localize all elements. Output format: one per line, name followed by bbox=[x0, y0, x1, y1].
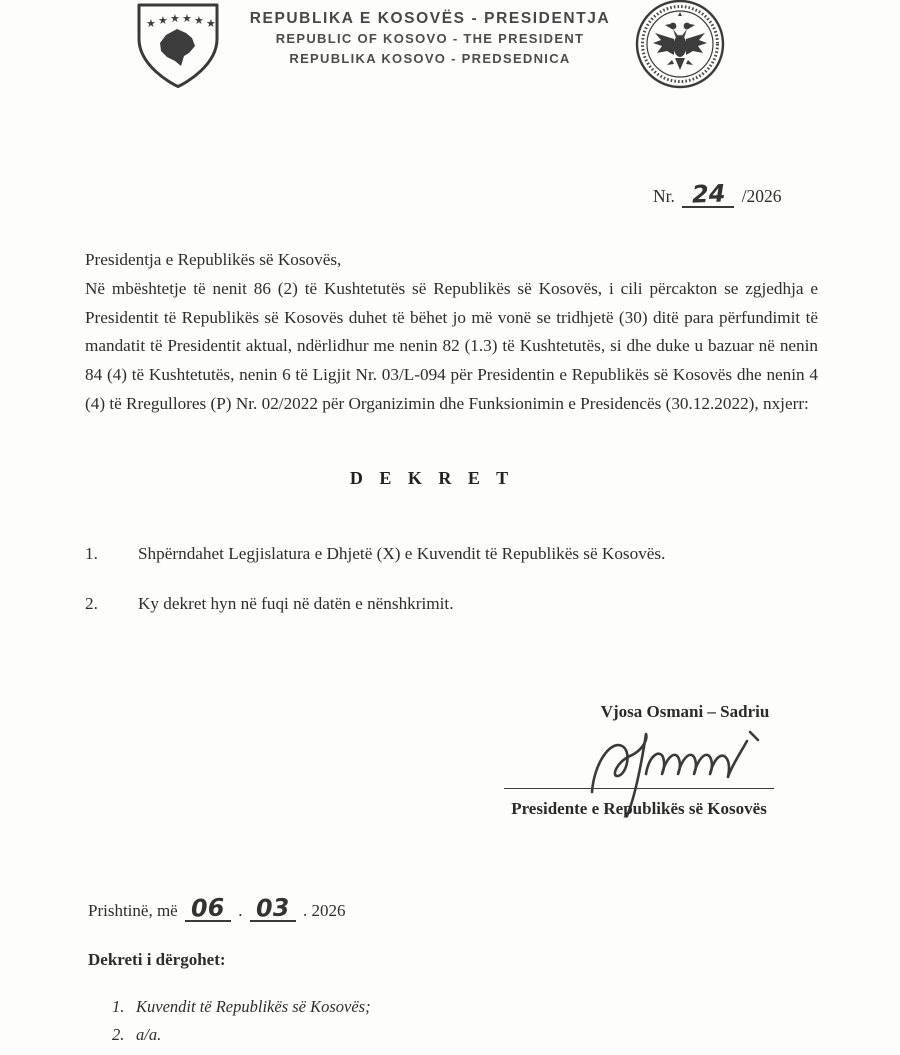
letterhead-line-serbian: REPUBLIKA KOSOVO - PREDSEDNICA bbox=[289, 51, 571, 66]
decree-title: D E K R E T bbox=[349, 468, 511, 488]
signatory-title: Presidente e Republikës së Kosovës bbox=[511, 799, 767, 818]
decree-item-1-number: 1. bbox=[85, 544, 98, 563]
date-separator-1: . bbox=[238, 901, 243, 920]
date-separator-2: . bbox=[302, 901, 308, 920]
distribution-item-1-number: 1. bbox=[112, 997, 125, 1016]
date-day-handwritten: 06 bbox=[190, 893, 226, 923]
svg-text:★: ★ bbox=[182, 12, 192, 25]
date-month-blank bbox=[250, 893, 296, 923]
decree-item-1 bbox=[85, 544, 820, 564]
signatory-name: Vjosa Osmani – Sadriu bbox=[600, 702, 770, 721]
place-date-prefix: Prishtinë, më bbox=[88, 901, 178, 920]
preamble-paragraph: Në mbështetje të nenit 86 (2) të Kushtetutës së Republikës së Kosovës, i cili përcakton se zgjedhja e Presidentit të Republikës së Kosovës duhet të bëhet jo më vonë se tridhjetë (30) ditë para përfundimit të mandatit të Presidentit aktual, ndërlidhur me nenin 82 (1.3) të Kushtetutës, si dhe duke u bazuar në nenin 84 (4) të Kushtetutës, nenin 6 të Ligjit Nr. 03/L-094 për Presidentin e Republikës së Kosovës dhe nenin 4 (4) të Rregullores (P) Nr. 02/2022 për Organizimin dhe Funksionimin e Presidencës (30.12.2022), nxjerr: bbox=[85, 278, 818, 413]
distribution-item-1-text: Kuvendit të Republikës së Kosovës; bbox=[136, 997, 371, 1016]
distribution-item-2-text: a/a. bbox=[136, 1025, 162, 1044]
body-text-block bbox=[85, 246, 818, 419]
svg-text:★: ★ bbox=[206, 17, 216, 30]
kosovo-shield-icon bbox=[128, 0, 228, 92]
signature-line bbox=[504, 788, 774, 789]
date-month-handwritten: 03 bbox=[255, 893, 290, 923]
reference-number-blank bbox=[682, 179, 734, 209]
reference-number-line bbox=[653, 179, 782, 209]
distribution-item-2-number: 2. bbox=[112, 1025, 125, 1044]
distribution-item-1 bbox=[112, 997, 371, 1017]
place-date-line bbox=[88, 893, 346, 923]
letterhead-line-albanian: REPUBLIKA E KOSOVËS - PRESIDENTJA bbox=[249, 10, 611, 27]
date-day-blank bbox=[185, 893, 231, 923]
svg-text:★: ★ bbox=[170, 12, 180, 25]
distribution-heading: Dekreti i dërgohet: bbox=[88, 950, 226, 969]
svg-text:★: ★ bbox=[158, 14, 168, 27]
reference-year: /2026 bbox=[741, 186, 782, 206]
presidential-seal-icon bbox=[632, 0, 728, 94]
date-year: 2026 bbox=[311, 901, 346, 920]
svg-text:★: ★ bbox=[194, 14, 204, 27]
distribution-item-2 bbox=[112, 1025, 161, 1045]
reference-number-handwritten: 24 bbox=[691, 179, 726, 209]
letterhead bbox=[215, 8, 645, 69]
decree-item-2-number: 2. bbox=[85, 594, 98, 613]
decree-item-1-text: Shpërndahet Legjislatura e Dhjetë (X) e Kuvendit të Republikës së Kosovës. bbox=[138, 544, 666, 563]
letterhead-line-english: REPUBLIC OF KOSOVO - THE PRESIDENT bbox=[275, 31, 585, 46]
reference-prefix: Nr. bbox=[653, 186, 675, 206]
decree-item-2-text: Ky dekret hyn në fuqi në datën e nënshkrimit. bbox=[138, 594, 454, 613]
salutation-line: Presidentja e Republikës së Kosovës, bbox=[85, 250, 342, 269]
svg-text:★: ★ bbox=[146, 17, 156, 30]
decree-item-2 bbox=[85, 594, 820, 614]
